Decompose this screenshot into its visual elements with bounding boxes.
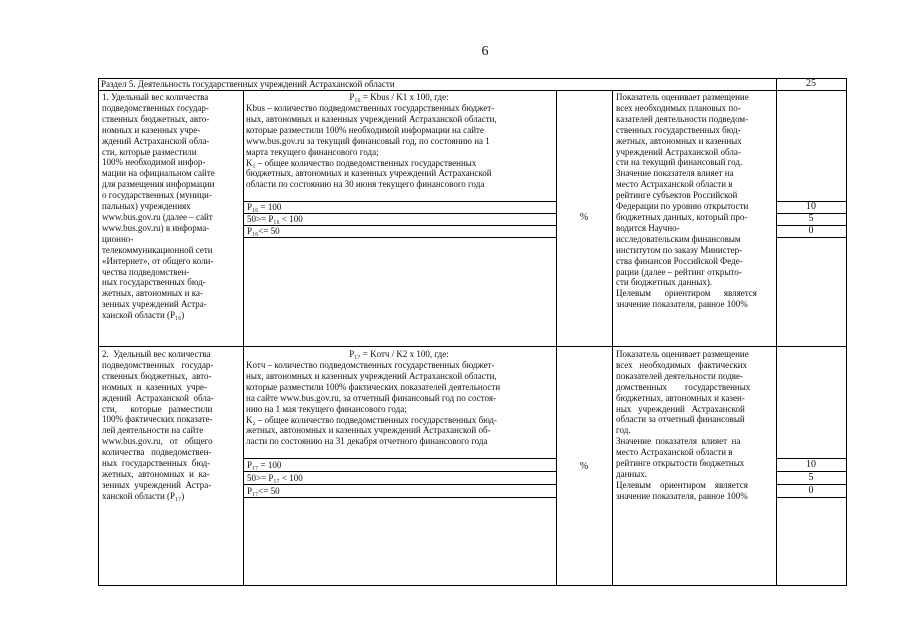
text-line: K₂ – общее количество подведомственных государственных бюд-	[246, 414, 498, 425]
text-line: Kотч – количество подведомственных государственных бюджет-	[246, 360, 495, 370]
text-line: для размещения информации	[102, 179, 215, 190]
text-line: показателей деятельности подве-	[616, 370, 743, 381]
text-line: сти, которые разместили	[102, 146, 197, 157]
text-line: Показатель оценивает размещение	[616, 349, 749, 359]
text-line: области за отчетный финансовый	[616, 414, 745, 425]
text-line: 1. Удельный вес количества	[102, 92, 209, 102]
text-line: ждений Астраханской обла-	[102, 135, 210, 146]
text-line: зенных учреждений Астра-	[102, 479, 212, 490]
cond-line	[243, 201, 556, 202]
cond-line	[243, 237, 556, 238]
text-line: Значение показателя влияет на	[616, 436, 741, 447]
unit-1: %	[579, 212, 589, 223]
text-line: сти бюджетных данных).	[616, 277, 713, 288]
text-line: марта текущего финансового года;	[246, 146, 379, 157]
text-line: институтом по заказу Министер-	[616, 244, 743, 255]
text-line: www.bus.gov.ru, от общего	[102, 436, 213, 447]
score-1a: 10	[806, 201, 816, 212]
score-2b: 5	[808, 472, 814, 483]
text-line: www.bus.gov.ru) в информа-	[102, 222, 210, 233]
section-title: Раздел 5. Деятельность государственных учреждений Астраханской области	[101, 79, 395, 89]
text-line: количества подведомствен-	[102, 447, 212, 458]
text-line: подведомственных государ-	[102, 102, 209, 113]
text-line: ственных бюджетных, авто-	[102, 113, 210, 124]
text-line: всех необходимых фактических	[616, 359, 748, 370]
text-line: ственных государственных бюд-	[616, 124, 741, 135]
col-border-left	[98, 78, 99, 586]
text-line: бюджетных, автономных и казен-	[616, 392, 745, 403]
text-line: домственных государственных	[616, 381, 751, 392]
col-border-1	[243, 90, 244, 586]
condition-2c: P₁₇<= 50	[247, 486, 280, 496]
text-line: ждений Астраханской обла-	[102, 392, 214, 403]
text-line: www.bus.gov.ru за текущий финансовый год, по состоянию на 1	[246, 135, 490, 146]
text-line: жетных, автономных и казенных учреждений Астраханской об-	[246, 425, 491, 436]
text-line: год.	[616, 425, 631, 436]
section-bottom-border	[98, 90, 846, 91]
text-line: номных и казенных учре-	[102, 124, 201, 135]
text-line: бюджетных, автономных и казенных учреждений Астраханской	[246, 168, 492, 179]
text-line: учреждений Астраханской обла-	[616, 146, 741, 157]
condition-2a: P₁₇ = 100	[247, 460, 282, 470]
cond-line	[243, 497, 556, 498]
text-line: ных учреждений Астраханской	[616, 403, 745, 414]
text-line: Показатель оценивает размещение	[616, 92, 749, 102]
indicator-1-text	[102, 92, 215, 321]
text-line: ласти по состоянию на 31 декабря отчетного финансового года	[246, 436, 488, 447]
section-max-score: 25	[806, 78, 816, 89]
text-line: водится Научно-	[616, 222, 680, 233]
text-line: ных государственных бюд-	[102, 458, 211, 469]
text-line: пальных) учреждениях	[102, 201, 191, 212]
text-line: бюджетных данных, который про-	[616, 211, 748, 222]
text-line: нию на 1 мая текущего финансового года;	[246, 403, 407, 414]
row-divider	[98, 346, 846, 347]
col-border-3	[612, 90, 613, 586]
text-line: www.bus.gov.ru (далее – сайт	[102, 211, 213, 222]
text-line: Значение показателя влияет на	[616, 168, 734, 179]
formula-2: P₁₇ = Kотч / K2 x 100, где:	[349, 349, 449, 359]
text-line: которые разместили 100% необходимой информации на сайте	[246, 124, 484, 135]
text-line: ных государственных бюд-	[102, 277, 206, 288]
score-2a: 10	[806, 459, 816, 470]
score-1b: 5	[808, 213, 814, 224]
score-line	[776, 497, 846, 498]
score-1c: 0	[808, 225, 814, 236]
cond-line	[243, 471, 556, 472]
condition-1a: P₁₆ = 100	[247, 202, 282, 212]
indicator-2-text	[102, 349, 214, 502]
col-border-right	[846, 78, 847, 586]
text-line: подведомственных государ-	[102, 359, 214, 370]
text-line: значение показателя, равное 100%	[616, 299, 748, 310]
text-line: жетных, автономных и ка-	[102, 288, 203, 299]
text-line: исследовательским финансовым	[616, 233, 741, 244]
text-line: ственных бюджетных, авто-	[102, 370, 212, 381]
cond-line	[243, 484, 556, 485]
text-line: области по состоянию на 30 июня текущего финансового года	[246, 179, 485, 190]
text-line: ханской области (P₁₇)	[102, 490, 185, 501]
text-line: значение показателя, равное 100%	[616, 490, 748, 501]
text-line: место Астраханской области в	[616, 447, 733, 458]
text-line: рейтинге субъектов Российской	[616, 190, 738, 201]
text-line: данных.	[616, 468, 648, 479]
table-bottom-border	[98, 585, 846, 586]
text-line: Целевым ориентиром является	[616, 288, 757, 299]
condition-1b: 50>= P₁₆ < 100	[247, 214, 303, 224]
text-line: 100% необходимой инфор-	[102, 157, 206, 168]
score-2c: 0	[808, 485, 814, 496]
page-number: 6	[481, 44, 489, 59]
text-line: о государственных (муници-	[102, 190, 212, 201]
text-line: номных и казенных учре-	[102, 381, 207, 392]
explanation-2-text	[246, 360, 500, 447]
text-line: 100% фактических показате-	[102, 414, 213, 425]
text-line: Федерации по уровню открытости	[616, 201, 749, 212]
text-line: зенных учреждений Астра-	[102, 299, 207, 310]
text-line: ства финансов Российской Феде-	[616, 255, 743, 266]
text-line: ционно-	[102, 233, 134, 244]
text-line: Kbus – количество подведомственных государственных бюджет-	[246, 103, 495, 113]
explanation-1-text	[246, 103, 497, 190]
text-line: казателей деятельности подведом-	[616, 113, 749, 124]
text-line: рейтинге открытости бюджетных	[616, 458, 745, 469]
text-line: телекоммуникационной сети	[102, 244, 213, 255]
col-border-2	[556, 90, 557, 586]
text-line: ханской области (P₁₆)	[102, 310, 185, 321]
text-line: 2. Удельный вес количества	[102, 349, 211, 359]
text-line: сти, которые разместили	[102, 403, 213, 414]
condition-2b: 50>= P₁₇ < 100	[247, 473, 303, 483]
comment-1-text	[616, 92, 757, 310]
text-line: всех необходимых плановых по-	[616, 102, 741, 113]
col-border-4	[776, 78, 777, 586]
cond-line	[243, 458, 556, 459]
text-line: которые разместили 100% фактических показателей деятельности	[246, 381, 501, 392]
text-line: мации на официальном сайте	[102, 168, 215, 179]
text-line: «Интернет», от общего коли-	[102, 255, 214, 266]
text-line: на сайте www.bus.gov.ru, за отчетный финансовый год по состоя-	[246, 392, 496, 403]
cond-line	[243, 225, 556, 226]
text-line: ных, автономных и казенных учреждений Астраханской области,	[246, 113, 497, 124]
text-line: рации (далее – рейтинг открыто-	[616, 266, 742, 277]
formula-1: P₁₆ = Kbus / K1 x 100, где:	[349, 92, 449, 102]
text-line: Целевым ориентиром является	[616, 479, 748, 490]
text-line: чества подведомствен-	[102, 266, 190, 277]
text-line: место Астраханской области в	[616, 179, 733, 190]
unit-2: %	[579, 461, 589, 472]
text-line: ных, автономных и казенных учреждений Астраханской области,	[246, 370, 497, 381]
text-line: K₁ – общее количество подведомственных государственных	[246, 157, 477, 168]
text-line: жетных, автономных и ка-	[102, 468, 210, 479]
text-line: лей деятельности на сайте	[102, 425, 204, 436]
text-line: жетных, автономных и казенных	[616, 135, 742, 146]
text-line: сти на текущий финансовый год.	[616, 157, 743, 168]
comment-2-text	[616, 349, 750, 502]
score-line	[776, 237, 846, 238]
condition-1c: P₁₆<= 50	[247, 226, 280, 236]
